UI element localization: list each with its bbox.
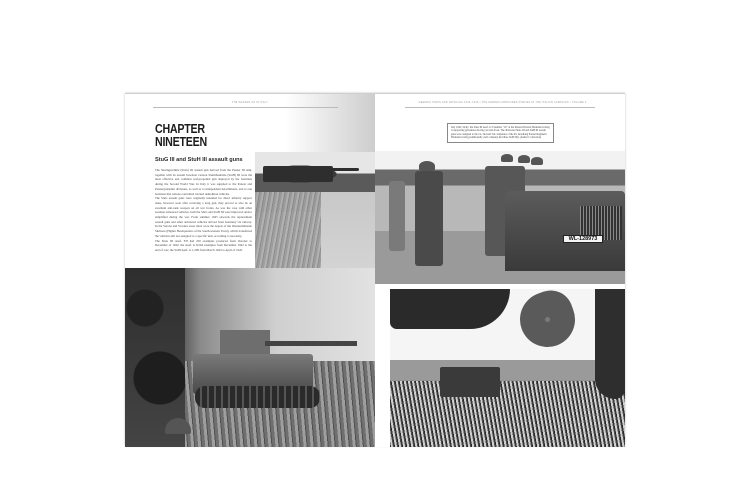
photo-soldiers-and-vehicle	[375, 151, 625, 284]
header-rule-right	[405, 107, 595, 108]
soldier-helmet	[501, 154, 513, 162]
distant-tank	[440, 367, 500, 397]
soldier-helmet	[518, 155, 530, 163]
license-plate: WL-128973	[563, 235, 603, 243]
right-page	[375, 94, 625, 447]
tall-grass	[390, 381, 625, 447]
soldier-helmet	[419, 161, 435, 171]
tank-gun	[265, 341, 357, 346]
cactus-pad	[512, 289, 582, 355]
photo-tank-in-field	[390, 289, 625, 447]
body-text	[155, 168, 252, 253]
cactus-leaf	[595, 289, 625, 399]
running-head-left: THE WAFFEN-SS IN ITALY	[231, 101, 269, 104]
running-head-right: GERMAN TANKS AND VEHICLES 1943–1945 • THE GERMAN ARMOURED FORCES IN THE ITALIAN CAMPAIGN • VOLUME 2	[418, 101, 587, 104]
chapter-number: NINETEEN	[155, 134, 207, 149]
tank-gun	[315, 168, 359, 171]
chapter-title	[155, 122, 207, 148]
chapter-label: CHAPTER	[155, 121, 205, 136]
photo-stug-on-road	[255, 152, 375, 285]
body-paragraph: The StuG III Ausf. F/8 had 250 examples produced from October to December of 1942; the Ausf. G 8,564 examples from December 1942 to the end of war; the StuH Ausf. G 1,299 from March 1943 to April of 1945.	[155, 238, 252, 252]
cactus-leaf	[390, 289, 510, 329]
header-rule-left	[153, 107, 338, 108]
soldier-figure	[415, 171, 443, 266]
left-page	[125, 94, 375, 447]
soldier-figure	[389, 181, 405, 251]
body-paragraph: The StuG assault guns were originally intended for direct infantry support tasks, however soon after receiving a long gun, they proved to also be an excellent anti-tank weapon on all war fronts. As was the case with other German armoured vehicles, both the StuG and StuH III were improved and/or simplified during the war. From summer 1943 onwards the replacement assault guns and other armoured vehicles arrived from Germany via railway. In the Verona and Vicenza areas there were the depots of the Oberkommando Südwest (Higher Headquarters of the South-western Front), which transferred the vehicles still not assigned to a specific unit, according to necessity.	[155, 196, 252, 238]
body-paragraph: The Sturmgeschütz (StuG) III assault gun derived from the Panzer III tank, together with its assault howitzer version Sturmhaubitze (StuH) III were the most effective and common self-propelled gun deployed by the Germans during the Second World War. In Italy it was supplied to the Panzer and Panzergrenadier divisions, as well as to independent detachments, and to one battalion that remote-controlled tracked demolition vehicles.	[155, 168, 252, 196]
tank-track	[195, 386, 320, 408]
section-title: StuG III and StuH III assault guns	[155, 157, 243, 163]
book-spread	[125, 93, 625, 446]
photo-caption: July 1943, Sicily: the StuG III Ausf. G N number "16" of the Panzer Division Hermann Göring is supporting grenadiers moving out and about. The divisional StuG III and StuH III assault guns were assigned to the 1st, 2nd and 3rd companies of the Pz. Abteilung Panzer Regiment Hermann Göring (additionally each company had three StuH III). (Author's collection)	[447, 123, 554, 143]
soldier-helmet	[531, 157, 543, 165]
photo-stug-in-foliage	[125, 268, 375, 447]
